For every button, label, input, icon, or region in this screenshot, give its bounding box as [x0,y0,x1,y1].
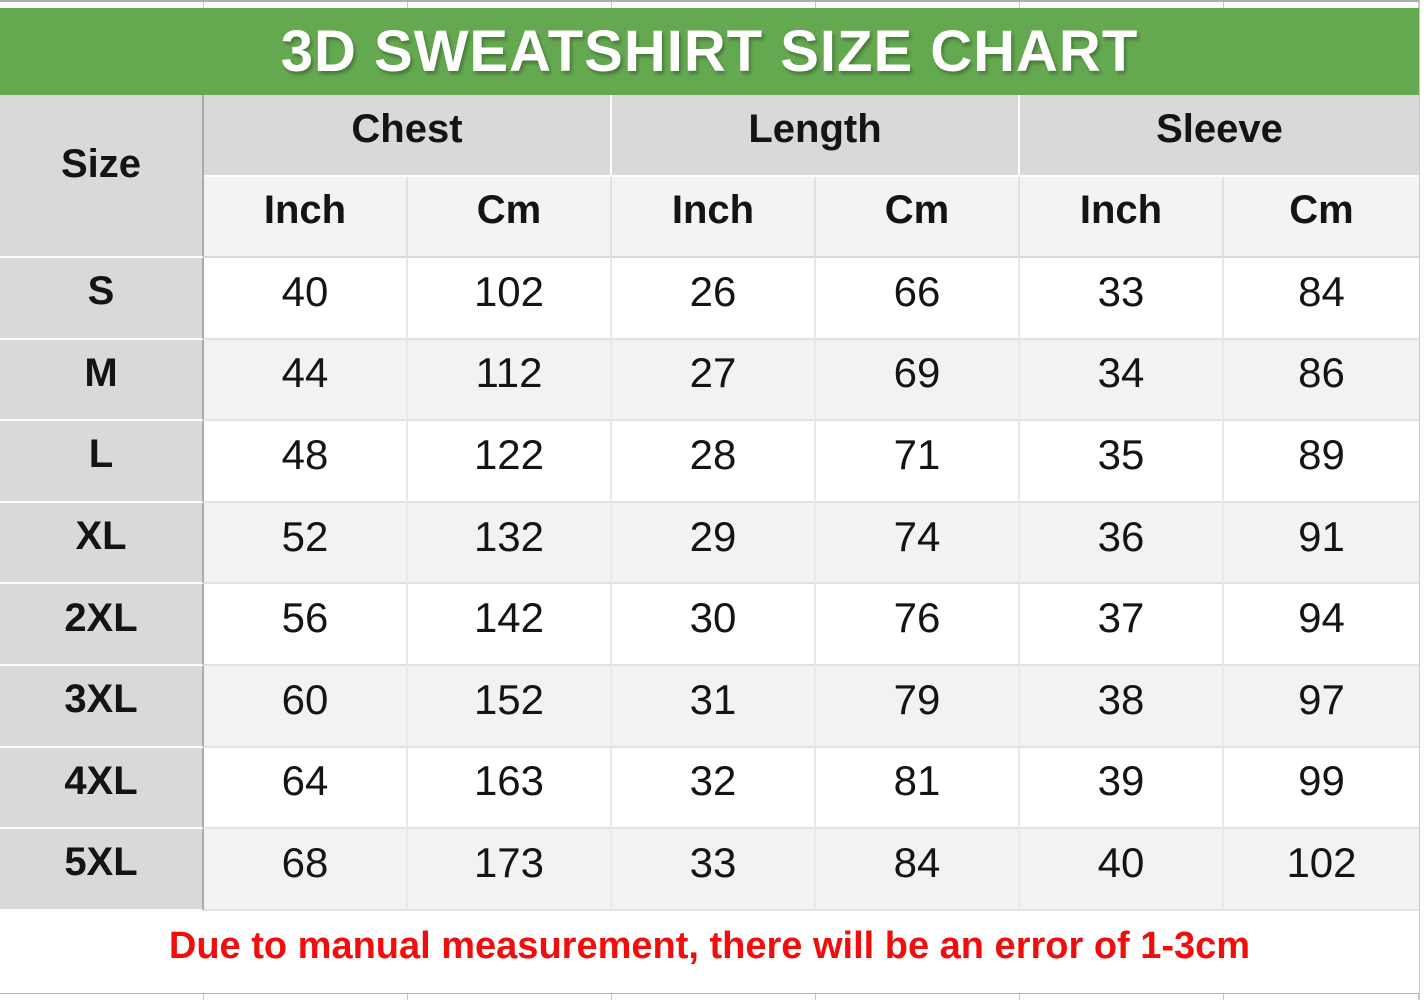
measurement-value: 71 [816,421,1020,503]
measurement-value: 56 [204,584,408,666]
measurement-value: 52 [204,503,408,585]
measurement-value: 34 [1020,340,1224,422]
measurement-value: 74 [816,503,1020,585]
measurement-value: 35 [1020,421,1224,503]
row-size-label: 3XL [0,666,204,748]
measurement-value: 40 [1020,829,1224,911]
unit-header-length-inch: Inch [612,177,816,258]
unit-header-sleeve-inch: Inch [1020,177,1224,258]
measurement-value: 37 [1020,584,1224,666]
measurement-value: 102 [408,258,612,340]
row-size-label: S [0,258,204,340]
measurement-value: 27 [612,340,816,422]
measurement-value: 76 [816,584,1020,666]
measurement-value: 79 [816,666,1020,748]
measurement-value: 60 [204,666,408,748]
row-size-label: XL [0,503,204,585]
row-size-label: L [0,421,204,503]
measurement-value: 152 [408,666,612,748]
unit-header-length-cm: Cm [816,177,1020,258]
row-size-label: M [0,340,204,422]
measurement-value: 36 [1020,503,1224,585]
note-bar [0,911,1419,993]
measurement-value: 40 [204,258,408,340]
measurement-value: 44 [204,340,408,422]
group-header-sleeve: Sleeve [1020,95,1419,177]
measurement-value: 64 [204,748,408,830]
measurement-value: 48 [204,421,408,503]
title-bar [0,8,1419,95]
group-header-chest: Chest [204,95,612,177]
measurement-value: 91 [1224,503,1419,585]
measurement-value: 142 [408,584,612,666]
measurement-value: 28 [612,421,816,503]
measurement-value: 86 [1224,340,1419,422]
spreadsheet-bottom-strip [0,993,1419,1000]
measurement-value: 89 [1224,421,1419,503]
measurement-value: 39 [1020,748,1224,830]
unit-header-sleeve-cm: Cm [1224,177,1419,258]
page-title: 3D SWEATSHIRT SIZE CHART [280,19,1139,84]
measurement-value: 69 [816,340,1020,422]
measurement-value: 97 [1224,666,1419,748]
measurement-value: 30 [612,584,816,666]
row-size-label: 5XL [0,829,204,911]
measurement-value: 102 [1224,829,1419,911]
spreadsheet-top-strip [0,0,1419,8]
measurement-note: Due to manual measurement, there will be an error of 1-3cm [168,925,1251,968]
row-size-label: 2XL [0,584,204,666]
measurement-value: 33 [1020,258,1224,340]
measurement-value: 94 [1224,584,1419,666]
measurement-value: 68 [204,829,408,911]
measurement-value: 29 [612,503,816,585]
measurement-value: 99 [1224,748,1419,830]
measurement-value: 163 [408,748,612,830]
measurement-value: 26 [612,258,816,340]
measurement-value: 84 [816,829,1020,911]
unit-header-chest-cm: Cm [408,177,612,258]
measurement-value: 122 [408,421,612,503]
measurement-value: 112 [408,340,612,422]
measurement-value: 31 [612,666,816,748]
measurement-value: 132 [408,503,612,585]
measurement-value: 81 [816,748,1020,830]
measurement-value: 32 [612,748,816,830]
group-header-length: Length [612,95,1020,177]
row-size-label: 4XL [0,748,204,830]
measurement-value: 38 [1020,666,1224,748]
measurement-value: 84 [1224,258,1419,340]
size-chart-table [0,95,1419,911]
measurement-value: 33 [612,829,816,911]
size-column-header: Size [0,95,204,258]
unit-header-chest-inch: Inch [204,177,408,258]
measurement-value: 173 [408,829,612,911]
measurement-value: 66 [816,258,1020,340]
